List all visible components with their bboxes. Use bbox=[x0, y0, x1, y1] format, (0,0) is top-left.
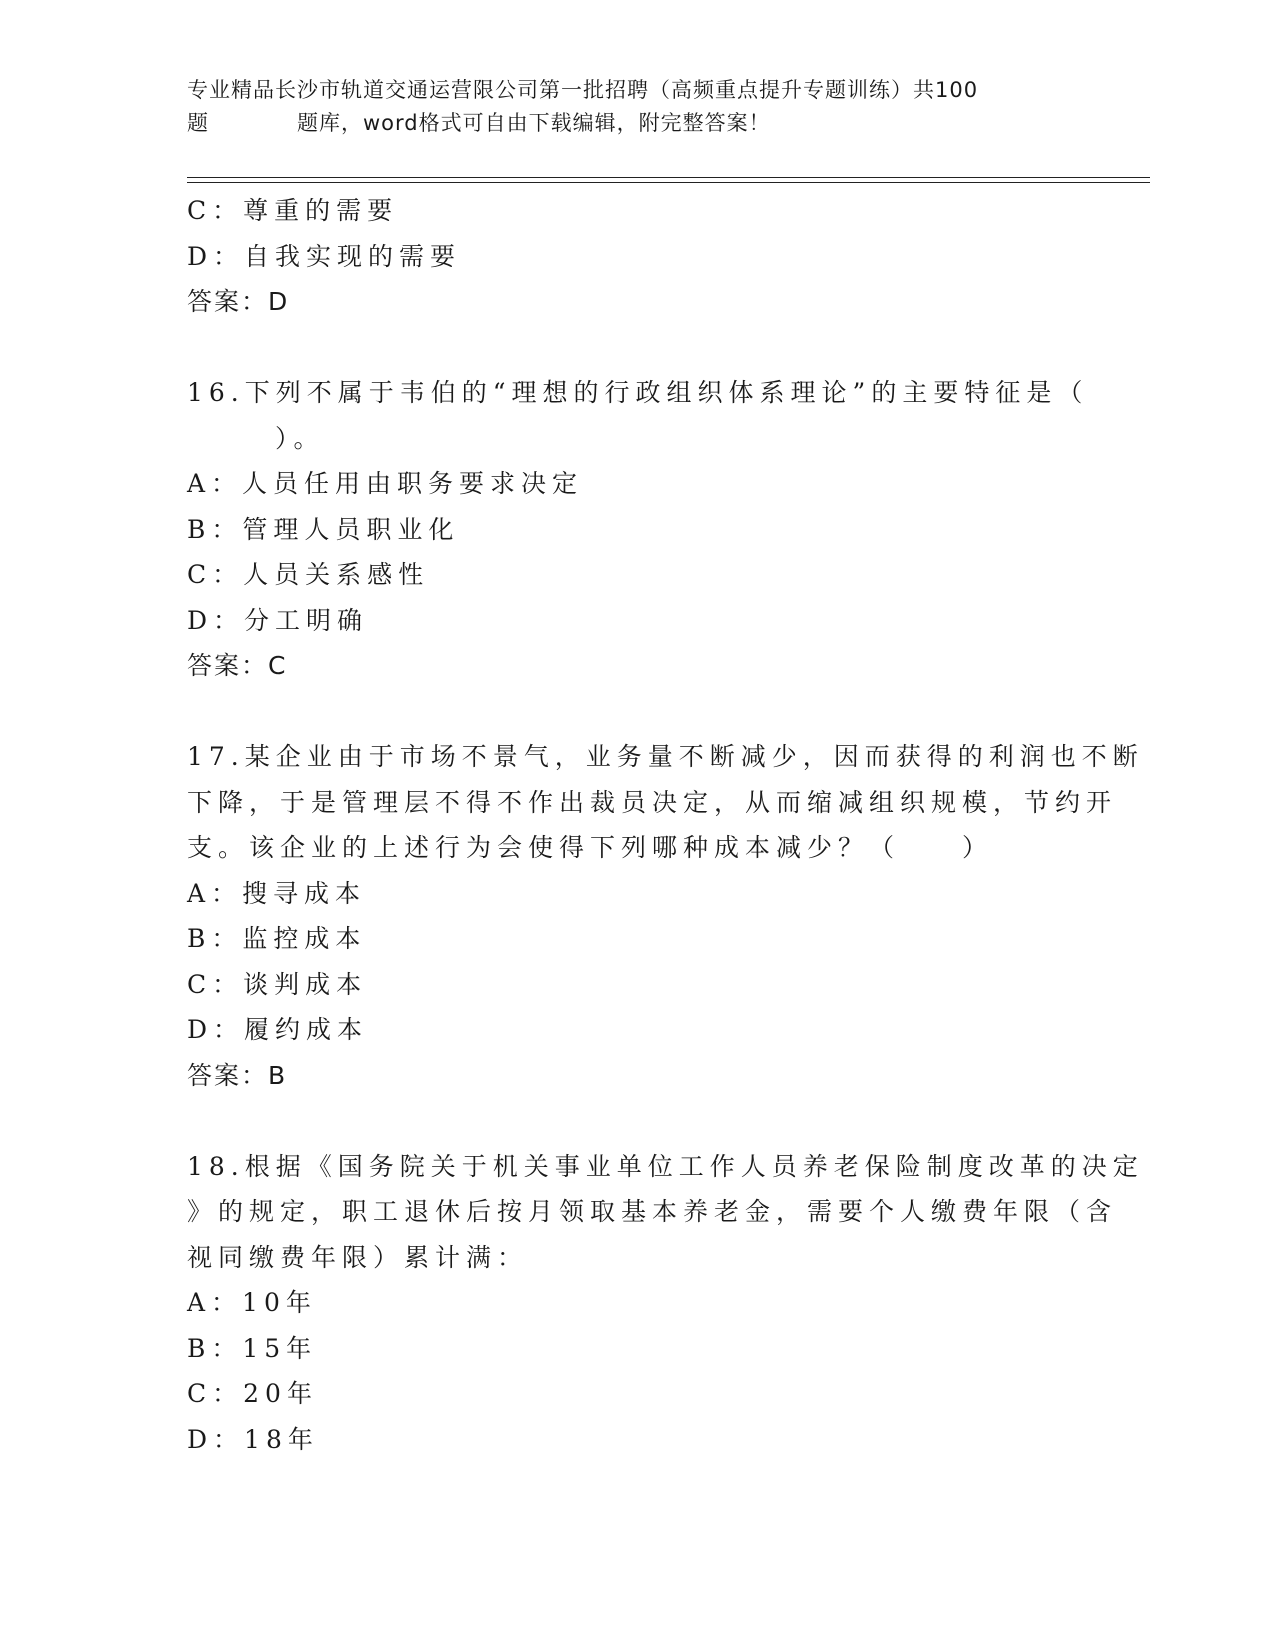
option-b: B：监控成本 bbox=[187, 924, 367, 953]
document-header bbox=[187, 74, 1087, 140]
option-c: C：尊重的需要 bbox=[187, 196, 399, 225]
option-a: A：搜寻成本 bbox=[187, 878, 367, 908]
option-d: D：自我实现的需要 bbox=[187, 241, 462, 271]
question-stem-cont: 下降，于是管理层不得不作出裁员决定，从而缩减组织规模，节约开 bbox=[187, 787, 1118, 817]
option-c: C：20年 bbox=[187, 1379, 318, 1408]
question-18 bbox=[187, 1144, 1144, 1463]
header-line-2: 题 题库，word格式可自由下载编辑，附完整答案！ bbox=[187, 111, 771, 135]
answer: 答案：B bbox=[187, 1060, 288, 1090]
answer: 答案：C bbox=[187, 651, 288, 680]
question-17 bbox=[187, 734, 1144, 1098]
document-body bbox=[187, 188, 1144, 1462]
option-b: B：15年 bbox=[187, 1333, 318, 1363]
question-stem: 16.下列不属于韦伯的“理想的行政组织体系理论”的主要特征是（ bbox=[187, 378, 1089, 407]
question-stem-cont: 》的规定，职工退休后按月领取基本养老金，需要个人缴费年限（含 bbox=[187, 1197, 1118, 1226]
question-16 bbox=[187, 370, 1087, 689]
header-divider-top bbox=[187, 177, 1150, 178]
option-d: D：分工明确 bbox=[187, 605, 369, 635]
option-d: D：履约成本 bbox=[187, 1015, 369, 1044]
option-c: C：人员关系感性 bbox=[187, 560, 430, 589]
question-stem-cont: 视同缴费年限）累计满： bbox=[187, 1242, 529, 1272]
header-divider-bottom bbox=[187, 182, 1150, 183]
option-a: A：10年 bbox=[187, 1288, 317, 1317]
option-a: A：人员任用由职务要求决定 bbox=[187, 469, 584, 498]
option-c: C：谈判成本 bbox=[187, 969, 368, 999]
question-stem: 18.根据《国务院关于机关事业单位工作人员养老保险制度改革的决定 bbox=[187, 1151, 1144, 1181]
question-stem-cont: ）。 bbox=[275, 423, 325, 453]
question-15 bbox=[187, 188, 1087, 325]
header-line-1: 专业精品长沙市轨道交通运营限公司第一批招聘（高频重点提升专题训练）共100 bbox=[187, 78, 979, 102]
question-stem: 17.某企业由于市场不景气，业务量不断减少，因而获得的利润也不断 bbox=[187, 742, 1144, 771]
option-d: D：18年 bbox=[187, 1424, 319, 1454]
answer: 答案：D bbox=[187, 287, 290, 316]
option-b: B：管理人员职业化 bbox=[187, 514, 460, 544]
question-stem-cont: 支。该企业的上述行为会使得下列哪种成本减少？（ ） bbox=[187, 833, 994, 862]
